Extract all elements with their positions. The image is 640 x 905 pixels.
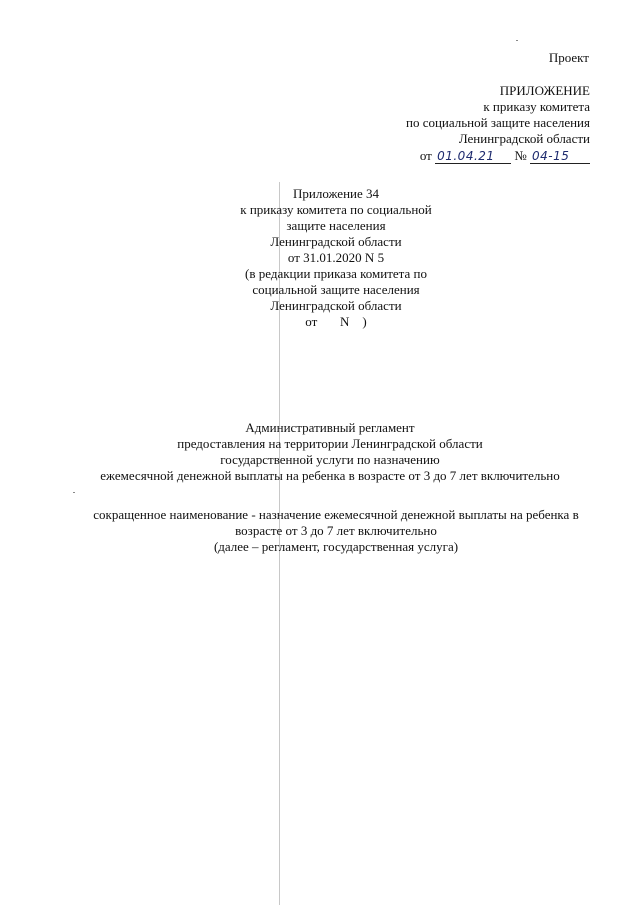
handwritten-number: 04-15 (532, 149, 570, 163)
regulation-line: предоставления на территории Ленинградской области (177, 436, 483, 451)
short-name-line: (далее – регламент, государственная услуга) (213, 539, 459, 554)
project-label: Проект (548, 50, 589, 65)
number-prefix: № (514, 148, 527, 163)
short-name-block (93, 507, 578, 555)
regulation-line: государственной услуги по назначению (220, 452, 440, 467)
regulation-line: ежемесячной денежной выплаты на ребенка в возрасте от 3 до 7 лет включительно (100, 468, 560, 483)
appendix-block (406, 83, 590, 164)
short-name-line: возрасте от 3 до 7 лет включительно (235, 523, 437, 538)
appendix-line: к приказу комитета (483, 99, 590, 114)
appendix-34-line: защите населения (286, 218, 386, 233)
appendix-date-number-line (406, 148, 590, 164)
appendix-34-line: социальной защите населения (252, 282, 420, 297)
short-name-line: сокращенное наименование - назначение ежемесячной денежной выплаты на ребенка в (93, 507, 579, 522)
appendix-34-line: Ленинградской области (270, 298, 402, 313)
handwritten-date: 01.04.21 (437, 149, 495, 163)
scan-speck (516, 40, 518, 41)
appendix-34-line: от 31.01.2020 N 5 (287, 250, 385, 265)
appendix-34-line: Приложение 34 (292, 186, 380, 201)
scan-speck (73, 492, 75, 493)
appendix-34-block (221, 186, 451, 330)
number-field (530, 149, 590, 164)
regulation-title: Административный регламент (245, 420, 415, 435)
appendix-34-line: от N ) (305, 314, 367, 329)
appendix-34-line: (в редакции приказа комитета по (245, 266, 427, 281)
regulation-title-block (100, 420, 559, 484)
appendix-line: Ленинградской области (458, 131, 590, 146)
from-prefix: от (419, 148, 432, 163)
appendix-line: по социальной защите населения (405, 115, 590, 130)
appendix-title: ПРИЛОЖЕНИЕ (499, 83, 590, 98)
appendix-34-line: к приказу комитета по социальной (240, 202, 432, 217)
date-field (435, 149, 511, 164)
appendix-34-line: Ленинградской области (270, 234, 402, 249)
